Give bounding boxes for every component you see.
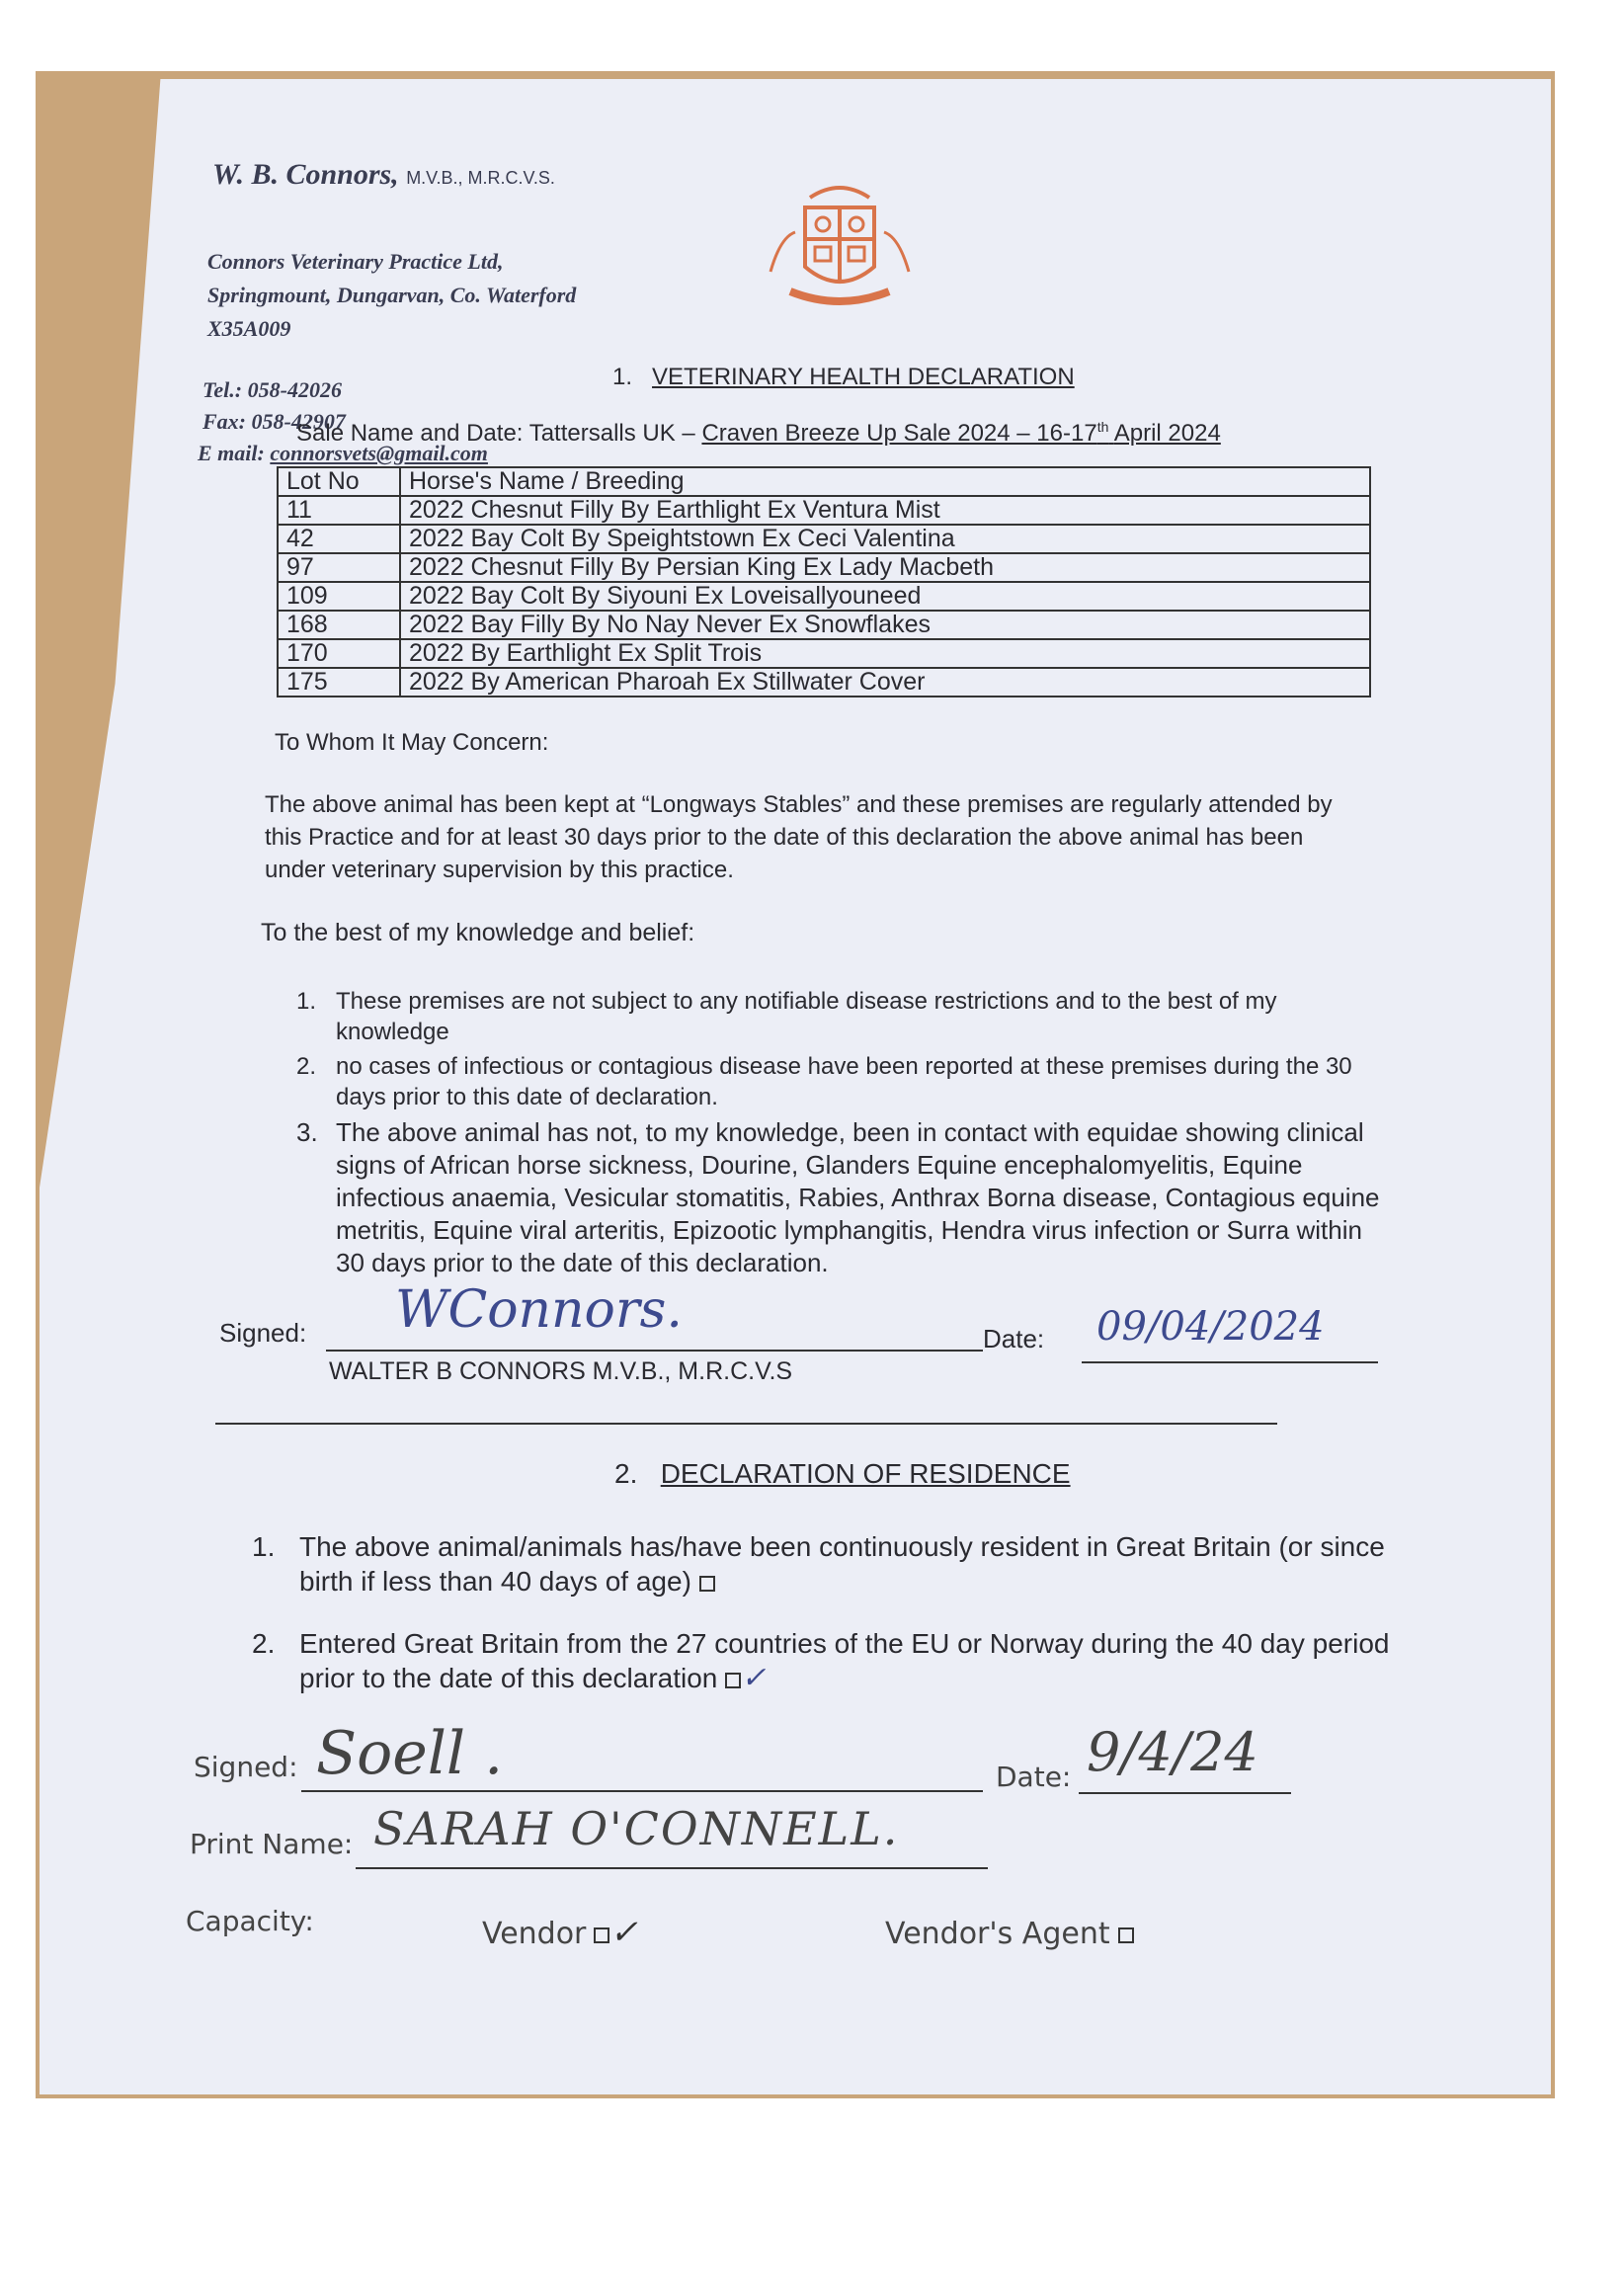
section2-heading — [614, 1458, 1071, 1490]
item-text-wrap — [299, 1626, 1408, 1695]
item-text: Entered Great Britain from the 27 countries of the EU or Norway during the 40 day period prior to the date of this declaration — [299, 1628, 1390, 1693]
lot-number: 97 — [278, 553, 400, 582]
lot-number: 42 — [278, 525, 400, 553]
item-text: no cases of infectious or contagious disease have been reported at these premises during the 30 days prior to this date of declaration. — [336, 1053, 1352, 1110]
table-row — [278, 668, 1370, 697]
vet-name-text: W. B. Connors, — [212, 158, 399, 191]
list-item — [252, 1529, 1408, 1599]
email-link[interactable]: connorsvets@gmail.com — [270, 441, 488, 465]
lots-table — [277, 466, 1371, 697]
item-number: 2. — [252, 1628, 276, 1659]
vet-name — [212, 158, 555, 192]
lot-number: 11 — [278, 496, 400, 525]
list-item — [296, 1116, 1393, 1279]
table-row — [278, 639, 1370, 668]
list-item — [252, 1626, 1408, 1695]
header-horse-name: Horse's Name / Breeding — [400, 467, 1370, 496]
sale-month: April 2024 — [1113, 420, 1221, 447]
vet-date: 09/04/2024 — [1096, 1304, 1325, 1350]
agent-label: Vendor's Agent — [885, 1917, 1110, 1951]
practice-tel: Tel.: 058-42026 — [203, 377, 342, 402]
item-text: The above animal/animals has/have been continuously resident in Great Britain (or since birth if less than 40 days of age) — [299, 1531, 1385, 1597]
vendor-label: Vendor — [482, 1917, 587, 1951]
lot-number: 109 — [278, 582, 400, 611]
stables-paragraph: The above animal has been kept at “Longways Stables” and these premises are regularly attended by this Practice and for at least 30 days prior to the date of this declaration the above animal has been under veterinary supervision by this practice. — [265, 791, 1333, 883]
sale-line — [296, 419, 1221, 448]
section2-number: 2. — [614, 1458, 638, 1489]
vendor-check-mark: ✓ — [609, 1913, 638, 1952]
lot-number: 175 — [278, 668, 400, 697]
section1-number: 1. — [612, 364, 633, 390]
table-row — [278, 611, 1370, 639]
table-header-row — [278, 467, 1370, 496]
vendor-checkbox[interactable] — [594, 1927, 609, 1943]
table-row — [278, 496, 1370, 525]
vet-signature: WConnors. — [395, 1280, 683, 1340]
table-row — [278, 582, 1370, 611]
entered-eu-check-mark: ✓ — [741, 1661, 767, 1695]
date-label-1: Date: — [983, 1324, 1045, 1353]
item-text: These premises are not subject to any notifiable disease restrictions and to the best of my knowledge — [336, 988, 1277, 1045]
email-label: E mail: — [198, 441, 265, 465]
crest-icon — [751, 178, 929, 316]
practice-address: Springmount, Dungarvan, Co. Waterford — [207, 283, 577, 307]
horse-name: 2022 By American Pharoah Ex Stillwater Cover — [400, 668, 1370, 697]
item-text: The above animal has not, to my knowledge, been in contact with equidae showing clinical signs of African horse sickness, Dourine, Glanders Equine encephalomyelitis, Equine infectious anaemia, Vesicular stomatitis, Rabies, Anthrax Borna disease, Contagious equine metritis, Equine viral arteritis, Epizootic lymphangitis, Hendra virus infection or Surra within 30 days prior to the date of this declaration. — [336, 1117, 1380, 1277]
section-divider — [215, 1423, 1277, 1425]
printed-name: SARAH O'CONNELL. — [373, 1802, 900, 1855]
signed-label-1: Signed: — [219, 1318, 307, 1348]
horse-name: 2022 Bay Colt By Siyouni Ex Loveisallyouneed — [400, 582, 1370, 611]
crest-logo — [751, 178, 929, 316]
signature-line-1 — [326, 1350, 983, 1352]
item-number: 2. — [296, 1053, 317, 1080]
continuous-residence-checkbox[interactable] — [699, 1576, 715, 1592]
vendor-option[interactable] — [482, 1913, 638, 1952]
horse-name: 2022 Chesnut Filly By Earthlight Ex Ventura Mist — [400, 496, 1370, 525]
vendor-signature: Soell . — [316, 1719, 504, 1788]
vet-qualifications: M.V.B., M.R.C.V.S. — [406, 168, 555, 188]
section1-heading — [612, 364, 1075, 391]
agent-option[interactable] — [885, 1917, 1134, 1951]
practice-fax: Fax: 058-42907 — [203, 409, 346, 434]
horse-name: 2022 By Earthlight Ex Split Trois — [400, 639, 1370, 668]
lot-number: 170 — [278, 639, 400, 668]
list-item — [296, 986, 1393, 1047]
lot-number: 168 — [278, 611, 400, 639]
section2-title: DECLARATION OF RESIDENCE — [660, 1458, 1071, 1489]
table-row — [278, 553, 1370, 582]
practice-name: Connors Veterinary Practice Ltd, — [207, 249, 504, 274]
header-lot-no: Lot No — [278, 467, 400, 496]
sale-label: Sale Name and Date: Tattersalls UK – — [296, 420, 695, 447]
signatory-name: WALTER B CONNORS M.V.B., M.R.C.V.S — [329, 1357, 793, 1385]
signed-label-2: Signed: — [194, 1751, 298, 1783]
table-row — [278, 525, 1370, 553]
print-name-label: Print Name: — [190, 1828, 354, 1860]
item-number: 3. — [296, 1117, 318, 1147]
date-label-2: Date: — [996, 1761, 1072, 1793]
health-items-list — [296, 986, 1393, 1279]
item-number: 1. — [296, 988, 317, 1015]
print-name-line — [356, 1867, 988, 1869]
item-text-wrap — [299, 1529, 1408, 1599]
salutation: To Whom It May Concern: — [275, 729, 549, 756]
agent-checkbox[interactable] — [1118, 1927, 1134, 1943]
belief-statement: To the best of my knowledge and belief: — [261, 919, 695, 946]
sale-sup: th — [1096, 419, 1109, 435]
item-number: 1. — [252, 1531, 276, 1562]
horse-name: 2022 Bay Colt By Speightstown Ex Ceci Valentina — [400, 525, 1370, 553]
signature-line-2 — [301, 1790, 983, 1792]
horse-name: 2022 Chesnut Filly By Persian King Ex Lady Macbeth — [400, 553, 1370, 582]
capacity-label: Capacity: — [186, 1905, 314, 1937]
sale-name — [701, 420, 1220, 447]
date-line-2 — [1079, 1792, 1291, 1794]
practice-eircode: X35A009 — [207, 316, 291, 341]
sale-name-text: Craven Breeze Up Sale 2024 – 16-17 — [701, 420, 1097, 447]
list-item — [296, 1051, 1393, 1112]
horse-name: 2022 Bay Filly By No Nay Never Ex Snowflakes — [400, 611, 1370, 639]
vendor-date: 9/4/24 — [1087, 1721, 1258, 1783]
entered-eu-checkbox[interactable] — [725, 1673, 741, 1688]
practice-address-block — [207, 245, 576, 346]
section1-title: VETERINARY HEALTH DECLARATION — [652, 364, 1075, 390]
residence-items-list — [252, 1529, 1408, 1695]
date-line-1 — [1082, 1361, 1378, 1363]
